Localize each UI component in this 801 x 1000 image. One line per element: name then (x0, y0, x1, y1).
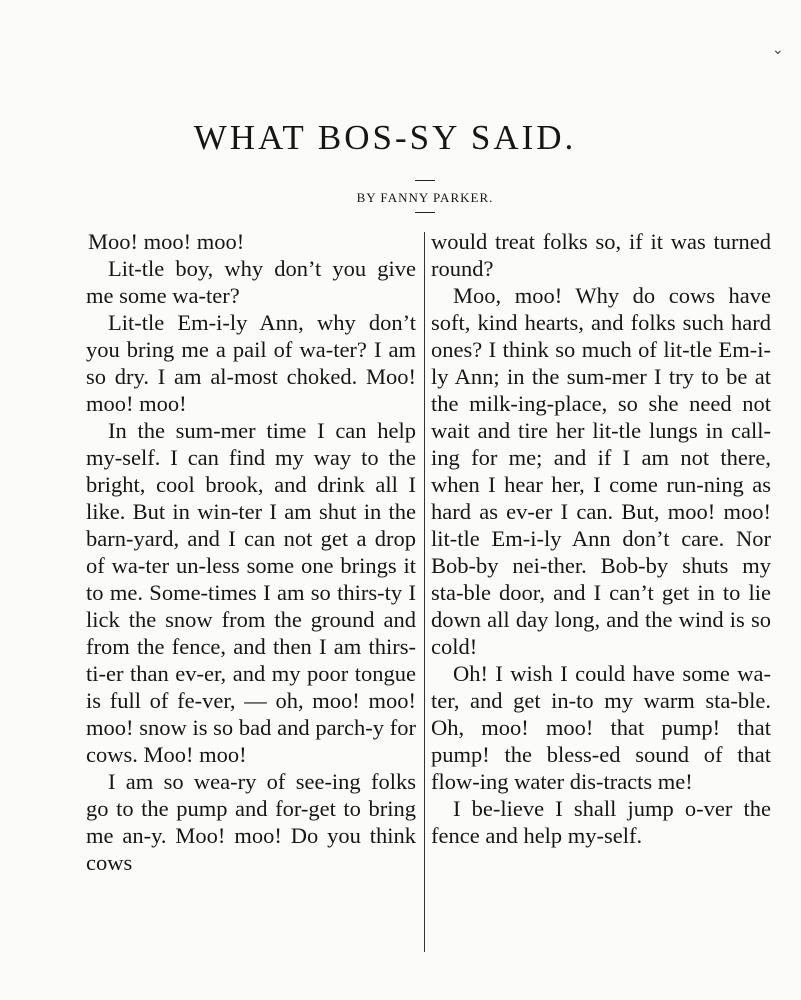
corner-mark: ⌄ (772, 43, 784, 58)
title-rule-top (415, 180, 435, 181)
paragraph: Moo, moo! Why do cows have soft, kind hearts, and folks such hard ones? I think so much of lit-tle Em-i-ly Ann; in the sum-mer I try to be at the milk-ing-place, so she need not wait and tire her lit-tle lungs in call-ing for me; and if I am not there, when I hear her, I come run-ning as hard as ev-er I can. But, moo! moo! lit-tle Em-i-ly Ann don’t care. Nor Bob-by nei-ther. Bob-by shuts my sta-ble door, and I can’t get in to lie down all day long, and the wind is so cold! (431, 283, 771, 659)
left-column (86, 228, 416, 876)
paragraph: Moo! moo! moo! (88, 229, 245, 254)
paragraph: In the sum-mer time I can help my-self. I can find my way to the bright, cool brook, and drink all I like. But in win-ter I am shut in the barn-yard, and I can not get a drop of wa-ter un-less some one brings it to me. Some-times I am so thirs-ty I lick the snow from the ground and from the fence, and then I am thirs-ti-er than ev-er, and my poor tongue is full of fe-ver, — oh, moo! moo! moo! snow is so bad and parch-y for cows. Moo! moo! (86, 418, 416, 767)
paragraph: Lit-tle boy, why don’t you give me some wa-ter? (86, 256, 416, 308)
article-byline: BY FANNY PARKER. (356, 190, 494, 205)
paragraph: Lit-tle Em-i-ly Ann, why don’t you bring me a pail of wa-ter? I am so dry. I am al-most choked. Moo! moo! moo! (86, 310, 416, 416)
right-column (431, 228, 771, 849)
paragraph: I am so wea-ry of see-ing folks go to the pump and for-get to bring me an-y. Moo! moo! Do you think cows (86, 769, 416, 875)
paragraph: I be-lieve I shall jump o-ver the fence and help my-self. (431, 796, 771, 848)
title-rule-bottom (415, 212, 435, 213)
paragraph: would treat folks so, if it was turned round? (431, 229, 771, 281)
column-divider (424, 232, 425, 952)
paragraph: Oh! I wish I could have some wa-ter, and get in-to my warm sta-ble. Oh, moo! moo! that pump! that pump! the bless-ed sound of that flow-ing water dis-tracts me! (431, 661, 771, 794)
article-title: WHAT BOS-SY SAID. (193, 118, 577, 157)
